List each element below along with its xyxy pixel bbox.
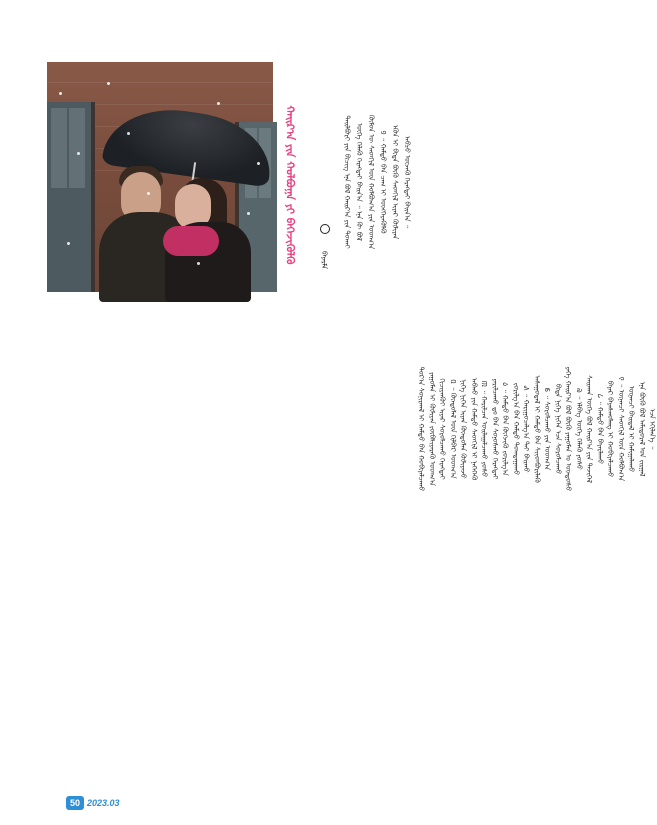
text-column: ᠓ ᠃ ᠬᠠᠷᠢᠯᠴᠠᠨ ᠣᠢᠯᠠᠭᠠᠯᠴᠠᠬᠤ ᠶᠤᠰᠤ (480, 380, 488, 478)
text-column: ᠬᠢᠴᠢᠶᠡᠨᠭᠦᠢ ᠢᠶᠡᠷ ᠰᠤᠷᠤᠯᠴᠠᠬᠤ ᠬᠡᠷᠡᠭᠲᠡᠢ (438, 378, 446, 480)
text-column: ᠠᠪᠴᠤ ᠦᠵᠡᠬᠦ ᠬᠡᠷᠡᠭᠲᠡᠢ ᠪᠠᠢᠨ᠎ᠠ ᠃ (403, 135, 411, 229)
issue-date: 2023.03 (87, 798, 120, 808)
text-column: ᠕ ᠃ ᠬᠠᠷᠢᠭᠤᠴᠠᠯᠭ᠎ᠠ ᠲᠠᠢ ᠪᠠᠢᠬᠤ (522, 385, 530, 473)
text-column: ᠲᠠᠢᠯᠪᠤᠷᠢ ᠶᠢᠨ ᠪᠢᠴᠢᠭ ᠡᠨᠡ ᠪᠣᠯ ᠬᠠᠢᠷ᠎ᠠ ᠶᠢᠨ ᠲᠤᠬᠠᠢ (343, 115, 351, 249)
text-column: ᠦᠨᠡᠨᠴᠢ ᠪᠠᠢᠳᠠᠯ ᠢ ᠬᠠᠮᠢᠭᠠᠯᠠᠬᠤ (627, 385, 635, 473)
text-column: ᠔ ᠃ ᠬᠠᠮᠲᠤ ᠪᠡᠨ ᠬᠥᠭᠵᠢᠬᠦ ᠵᠣᠷᠢᠯᠭ᠎ᠠ (501, 382, 509, 476)
page-footer (66, 794, 120, 812)
text-column: ᠡᠨᠡ ᠪᠦᠬᠦ ᠪᠣᠯ ᠠᠮᠢᠳᠤᠷᠠᠯ ᠤᠨ ᠵᠢᠷᠭᠠᠯ (637, 381, 646, 477)
text-column: ᠬᠦᠮᠦᠨ ᠦ ᠰᠡᠳᠬᠢᠯ ᠦᠨ ᠬᠣᠯᠪᠣᠭ᠎ᠠ ᠶᠢᠨ ᠤᠳᠬ᠎ᠠ (367, 114, 375, 250)
text-column: ᠠᠪᠬᠤ ᠶᠢᠨ ᠬᠠᠮᠲᠤ ᠰᠡᠳᠬᠢᠯ ᠢ ᠨᠡᠭᠡᠭᠡᠬᠦ (469, 377, 478, 481)
text-column: ᠡᠭᠦᠨ ᠢ ᠪᠢᠳᠡ ᠪᠦᠬᠦ ᠰᠡᠳᠬᠢᠯ ᠢᠶᠡᠷ ᠬᠦᠯᠢᠶᠡᠨ (391, 124, 399, 240)
text-column: ᠦᠭᠡ ᠬᠡᠯᠡᠬᠦ ᠬᠡᠷᠡᠭᠲᠡᠢ ᠪᠠᠢᠨ᠎ᠠ ᠃ ᠡᠨᠡ ᠬᠦ ᠪᠣᠯ (355, 123, 363, 241)
text-column: ᠨᠢᠭᠡ ᠨᠢᠭᠡᠨ ᠢᠶᠡᠨ ᠬᠦᠨᠳᠦᠯᠡᠨ ᠬᠦᠯᠢᠶᠡᠵᠦ (459, 379, 467, 479)
text-column: ᠒ ᠃ ᠬᠦᠨᠳᠦᠯᠡᠯ ᠦᠨ ᠬᠢᠯᠪᠠᠷ ᠤᠳᠬ᠎ᠠ (448, 379, 457, 479)
text-column: ᠖ ᠃ ᠰᠤᠷᠤᠯᠴᠠᠬᠤ ᠶᠢᠨ ᠤᠳᠬ᠎ᠠ (543, 387, 551, 471)
text-column: ᠘ ᠃ ᠬᠠᠮᠲᠤ ᠪᠡᠨ ᠪᠠᠶᠠᠷᠯᠠᠬᠤ (595, 393, 604, 465)
page-number: 50 (66, 796, 84, 810)
window-left (47, 102, 95, 292)
author-circle-icon (320, 224, 330, 234)
article-photo (47, 62, 273, 292)
text-column: ᠶᠠᠭᠤᠮᠠᠨ ᠢ ᠬᠦᠯᠢᠶᠡᠨ ᠵᠥᠪᠰᠢᠶᠡᠷᠡᠬᠦ ᠤᠳᠬ᠎ᠠ (427, 372, 436, 486)
article-title: ᠬᠠᠢᠷ᠎ᠠ ᠶᠢᠨ ᠬᠣᠯᠪᠣᠭᠠ ᠶᠢ ᠪᠡᠬᠡᠵᠢᠭᠦᠯᠬᠦ (283, 105, 297, 265)
text-column: ᠵᠣᠷᠢᠯᠭ᠎ᠠ ᠪᠠᠨ ᠬᠠᠮᠲᠤ ᠲᠣᠭᠲᠠᠭᠠᠬᠤ (511, 382, 520, 476)
text-column: ᠪᠢᠳᠡ ᠨᠢᠭᠡ ᠨᠢᠭᠡᠨ ᠡᠴᠡ ᠰᠤᠷᠤᠯᠴᠠᠬᠤ (553, 383, 562, 475)
text-column: ᠗ ᠃ ᠡᠯᠪᠡᠭ ᠦᠭᠡ ᠬᠡᠯᠡᠬᠦ ᠶᠤᠰᠤ (574, 388, 583, 470)
text-column: ᠡᠴᠡ ᠡᠬᠢᠯᠡᠨ᠎ᠡ ᠃ (648, 408, 656, 450)
author-byline: ᠪᠠᠶᠠᠷᠮᠠ (318, 224, 332, 280)
text-column: ᠙ ᠃ ᠦᠨᠡᠨᠴᠢ ᠰᠡᠳᠬᠢᠯ ᠦᠨ ᠬᠣᠯᠪᠣᠭ᠎ᠠ (616, 376, 625, 482)
text-column: ᠠᠰᠠᠭᠤᠳᠠᠯ ᠢ ᠬᠠᠮᠲᠤ ᠪᠡᠨ ᠰᠢᠢᠳᠪᠦᠷᠢᠯᠡᠬᠦ (532, 375, 541, 483)
text-column: ᠰᠠᠢᠬᠠᠨ ᠦᠭᠡ ᠪᠣᠯ ᠬᠠᠢᠷ᠎ᠠ ᠶᠢᠨ ᠲᠡᠵᠢᠭᠡᠯ (585, 375, 593, 483)
text-column: ᠳᠤᠷ᠎ᠠ ᠰᠣᠨᠢᠷᠬᠠᠯ ᠢ ᠬᠠᠮᠲᠤ ᠪᠡᠨ ᠬᠤᠪᠢᠶᠠᠯᠴᠠᠬᠤ (417, 366, 425, 492)
text-column: ᠶᠠᠷᠢᠯᠴᠠᠬᠤ ᠳᠤ ᠪᠡᠨ ᠰᠣᠨᠣᠰᠬᠤ ᠬᠡᠷᠡᠭᠲᠡᠢ (490, 378, 499, 480)
text-column: ᠪᠠᠶᠠᠷ ᠪᠠᠶᠠᠰᠬᠤᠯᠠᠩ ᠢ ᠬᠤᠪᠢᠶᠠᠯᠴᠠᠬᠤ (606, 380, 614, 478)
text-column: ᠑ ᠃ ᠬᠠᠮᠲᠤ ᠪᠡᠨ ᠴᠠᠭ ᠢ ᠥᠩᠭᠡᠷᠡᠭᠦᠯᠬᠦ (379, 130, 387, 234)
text-column: ᠶᠡᠬᠡ ᠬᠠᠢᠷ᠎ᠠ ᠪᠣᠯ ᠪᠦᠬᠦ ᠶᠠᠭᠤᠮᠠᠨ ᠤ ᠦᠨᠳᠦᠰᠦ (564, 366, 572, 492)
